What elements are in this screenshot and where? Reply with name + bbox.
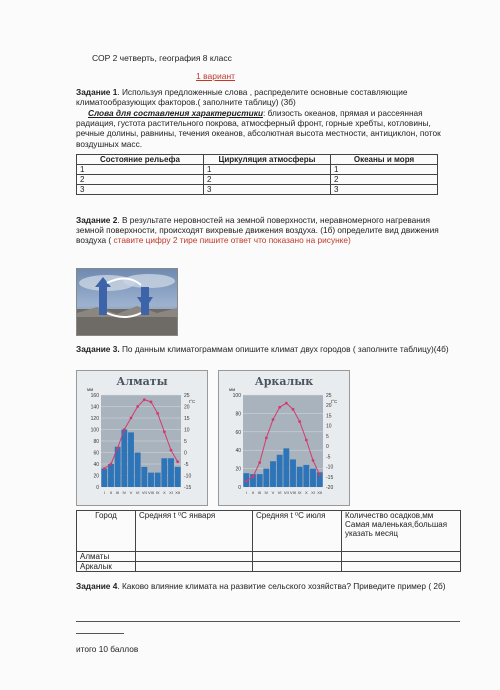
task1-text — [76, 87, 451, 107]
task1-words-label: Слова для составления характеристики — [88, 108, 264, 118]
table-cell[interactable]: 2 — [331, 175, 438, 185]
temp-tick-label: 5 — [326, 433, 329, 440]
temperature-point — [163, 430, 166, 433]
temperature-point — [170, 449, 173, 452]
table-cell[interactable] — [136, 562, 253, 572]
month-label: VII — [141, 490, 147, 495]
chart-city-title: Аркалык — [254, 375, 314, 388]
temp-tick-label: -15 — [326, 474, 334, 481]
month-label: IX — [155, 490, 160, 495]
task3-title: Задание 3. — [76, 344, 120, 354]
temperature-point — [110, 463, 113, 466]
temp-tick-label: -10 — [184, 473, 192, 480]
precip-bar — [168, 458, 174, 487]
month-label: IX — [297, 490, 302, 495]
table-cell[interactable]: 3 — [204, 185, 331, 195]
temp-tick-label: -5 — [326, 454, 331, 461]
month-label: VI — [277, 490, 282, 495]
temp-tick-label: 5 — [184, 439, 187, 445]
precip-bar — [303, 465, 309, 487]
task2-title: Задание 2 — [76, 215, 118, 225]
temp-tick-label: -15 — [184, 485, 192, 491]
temp-tick-label: -5 — [184, 462, 189, 468]
temp-tick-label: 10 — [326, 423, 332, 430]
temperature-point — [278, 406, 281, 409]
month-label: XI — [169, 490, 173, 495]
precip-unit: мм — [87, 387, 94, 392]
task3-header-jan: Средняя t ⁰С января — [136, 511, 253, 552]
table-cell[interactable] — [342, 552, 461, 562]
temperature-point — [123, 428, 126, 431]
task1-header-circulation: Циркуляция атмосферы — [204, 155, 331, 165]
climatogram-arkalyk — [218, 370, 350, 506]
task1-table — [76, 154, 438, 195]
precip-tick-label: 40 — [93, 462, 99, 468]
table-cell[interactable] — [342, 562, 461, 572]
precip-bar — [257, 474, 263, 487]
precip-bar — [148, 473, 154, 487]
table-cell[interactable]: 2 — [204, 175, 331, 185]
precip-bar — [155, 473, 161, 487]
temp-tick-label: -10 — [326, 464, 334, 471]
task1-words-rest: рассеянная радиация, густота растительного покрова, атмосферный фронт, горные хребты, котловины, речные долины, равнины, течения океанов, абсолютная высота местности, антициклон, поток воздушных масс. — [76, 108, 441, 149]
table-row — [77, 562, 461, 572]
temperature-point — [298, 420, 301, 423]
table-cell[interactable]: 3 — [331, 185, 438, 195]
temp-tick-label: 20 — [326, 403, 332, 410]
task3-table — [76, 510, 461, 572]
chart-city-title: Алматы — [116, 375, 168, 388]
task3-header-precip: Количество осадков,мм Самая маленькая,большая указать месяц — [342, 511, 461, 552]
table-row — [77, 165, 438, 175]
precip-bar — [101, 469, 107, 487]
month-label: VIII — [289, 490, 297, 495]
temperature-point — [318, 473, 321, 476]
task2-text — [76, 215, 456, 246]
month-label: I — [245, 490, 247, 495]
task4-body: . Каково влияние климата на развитие сельского хозяйства? Приведите пример ( 2б) — [117, 581, 446, 591]
month-label: X — [162, 490, 166, 495]
temp-tick-label: 15 — [326, 413, 332, 420]
task1-body: . Используя предложенные слова , распределите основные составляющие климатообразующих факторов.( заполните таблицу) (3б) — [76, 87, 408, 108]
month-label: IV — [264, 490, 269, 495]
task1-title: Задание 1 — [76, 87, 118, 97]
month-label: XI — [311, 490, 315, 495]
precip-bar — [277, 455, 283, 487]
month-label: X — [304, 490, 308, 495]
task1-words — [76, 108, 451, 149]
temperature-point — [305, 439, 308, 442]
precip-tick-label: 40 — [235, 448, 241, 455]
task4-text — [76, 581, 466, 591]
precip-tick-label: 60 — [93, 450, 99, 457]
task1-words-line1: : близость океанов, прямая и — [263, 108, 376, 118]
month-label: II — [251, 490, 255, 495]
temperature-point — [245, 479, 248, 482]
temperature-point — [176, 460, 179, 463]
answer-line[interactable] — [76, 633, 124, 634]
table-row — [77, 552, 461, 562]
city-cell: Алматы — [77, 552, 136, 562]
table-cell[interactable]: 1 — [204, 165, 331, 175]
month-label: XII — [175, 490, 181, 495]
climatogram-arkalyk-svg — [219, 371, 349, 505]
climatogram-almaty — [76, 370, 208, 506]
precip-bar — [297, 467, 303, 487]
temperature-point — [272, 418, 275, 421]
task1-header-oceans: Океаны и моря — [331, 155, 438, 165]
month-label: V — [129, 490, 133, 495]
precip-tick-label: 80 — [93, 439, 99, 445]
precip-tick-label: 140 — [90, 404, 99, 411]
table-row — [77, 175, 438, 185]
month-label: II — [109, 490, 113, 495]
precip-bar — [290, 459, 296, 487]
air-movement-illustration — [77, 269, 177, 335]
temp-tick-label: 15 — [184, 416, 190, 422]
month-label: IV — [122, 490, 127, 495]
precip-tick-label: 20 — [235, 466, 241, 473]
answer-line[interactable] — [76, 621, 460, 622]
precip-bar — [310, 469, 316, 487]
temperature-point — [285, 402, 288, 405]
temperature-point — [130, 417, 133, 420]
temp-tick-label: 25 — [326, 393, 332, 399]
month-label: III — [257, 490, 262, 495]
precip-bar — [141, 467, 147, 487]
air-movement-picture — [76, 268, 178, 336]
precip-bar — [175, 467, 181, 487]
precip-bar — [135, 453, 141, 488]
precip-tick-label: 0 — [96, 485, 99, 491]
month-label: VIII — [147, 490, 155, 495]
table-cell[interactable]: 3 — [77, 185, 204, 195]
precip-tick-label: 0 — [238, 485, 241, 491]
page-title: СОР 2 четверть, география 8 класс — [92, 53, 232, 63]
task3-header-jul: Средняя t ⁰С июля — [253, 511, 342, 552]
temp-tick-label: 25 — [184, 393, 190, 399]
temperature-point — [312, 459, 315, 462]
variant-label: 1 вариант — [196, 71, 236, 81]
temp-tick-label: 20 — [184, 404, 190, 411]
temperature-point — [150, 401, 153, 404]
temperature-point — [292, 408, 295, 411]
temperature-point — [116, 447, 119, 450]
precip-tick-label: 120 — [90, 416, 99, 422]
temperature-point — [143, 398, 146, 401]
temp-unit: t°C — [331, 399, 338, 404]
task4-title: Задание 4 — [76, 581, 118, 591]
precip-bar — [161, 458, 167, 487]
temperature-point — [156, 412, 159, 415]
temp-tick-label: 0 — [184, 450, 187, 457]
task2-body: . В результате неровностей на земной поверхности, неравномерного нагревания земной поверхности, происходят вихревые движения воздуха. (1б) определите вид движения воздуха ( — [76, 215, 439, 246]
task3-text — [76, 344, 456, 354]
month-label: VI — [135, 490, 140, 495]
month-label: XII — [317, 490, 323, 495]
temperature-point — [103, 467, 106, 470]
month-label: I — [103, 490, 105, 495]
precip-bar — [108, 464, 114, 487]
temperature-point — [265, 437, 268, 440]
temp-tick-label: 0 — [326, 444, 329, 451]
table-cell[interactable]: 2 — [77, 175, 204, 185]
precip-tick-label: 80 — [235, 411, 241, 418]
precip-bar — [263, 469, 269, 487]
precip-bar — [270, 461, 276, 487]
precip-bar — [128, 432, 134, 487]
total-score: итого 10 баллов — [76, 644, 139, 654]
precip-tick-label: 20 — [93, 473, 99, 480]
task1-header-relief: Состояние рельефа — [77, 155, 204, 165]
table-cell[interactable]: 1 — [331, 165, 438, 175]
table-cell[interactable] — [136, 552, 253, 562]
month-label: V — [271, 490, 275, 495]
climatogram-almaty-svg — [77, 371, 207, 505]
precip-tick-label: 60 — [235, 429, 241, 436]
precip-tick-label: 100 — [90, 427, 99, 434]
temp-tick-label: -20 — [326, 485, 334, 491]
task3-body: По данным климатограммам опишите климат двух городов ( заполните таблицу)(4б) — [119, 344, 449, 354]
precip-bar — [121, 430, 127, 488]
temperature-point — [136, 405, 139, 408]
table-row — [77, 185, 438, 195]
month-label: III — [115, 490, 120, 495]
table-cell[interactable] — [253, 552, 342, 562]
city-cell: Аркалык — [77, 562, 136, 572]
temp-unit: t°C — [189, 399, 196, 404]
precip-tick-label: 100 — [232, 393, 241, 399]
task3-header-city: Город — [77, 511, 136, 552]
temp-tick-label: 10 — [184, 427, 190, 434]
temperature-point — [258, 461, 261, 464]
task2-red-note: ставите цифру 2 тире пишите ответ что показано на рисунке) — [111, 235, 351, 246]
table-cell[interactable] — [253, 562, 342, 572]
table-cell[interactable]: 1 — [77, 165, 204, 175]
month-label: VII — [283, 490, 289, 495]
temperature-point — [252, 475, 255, 478]
precip-bar — [283, 448, 289, 487]
precip-unit: мм — [229, 387, 236, 392]
precip-tick-label: 160 — [90, 393, 99, 399]
